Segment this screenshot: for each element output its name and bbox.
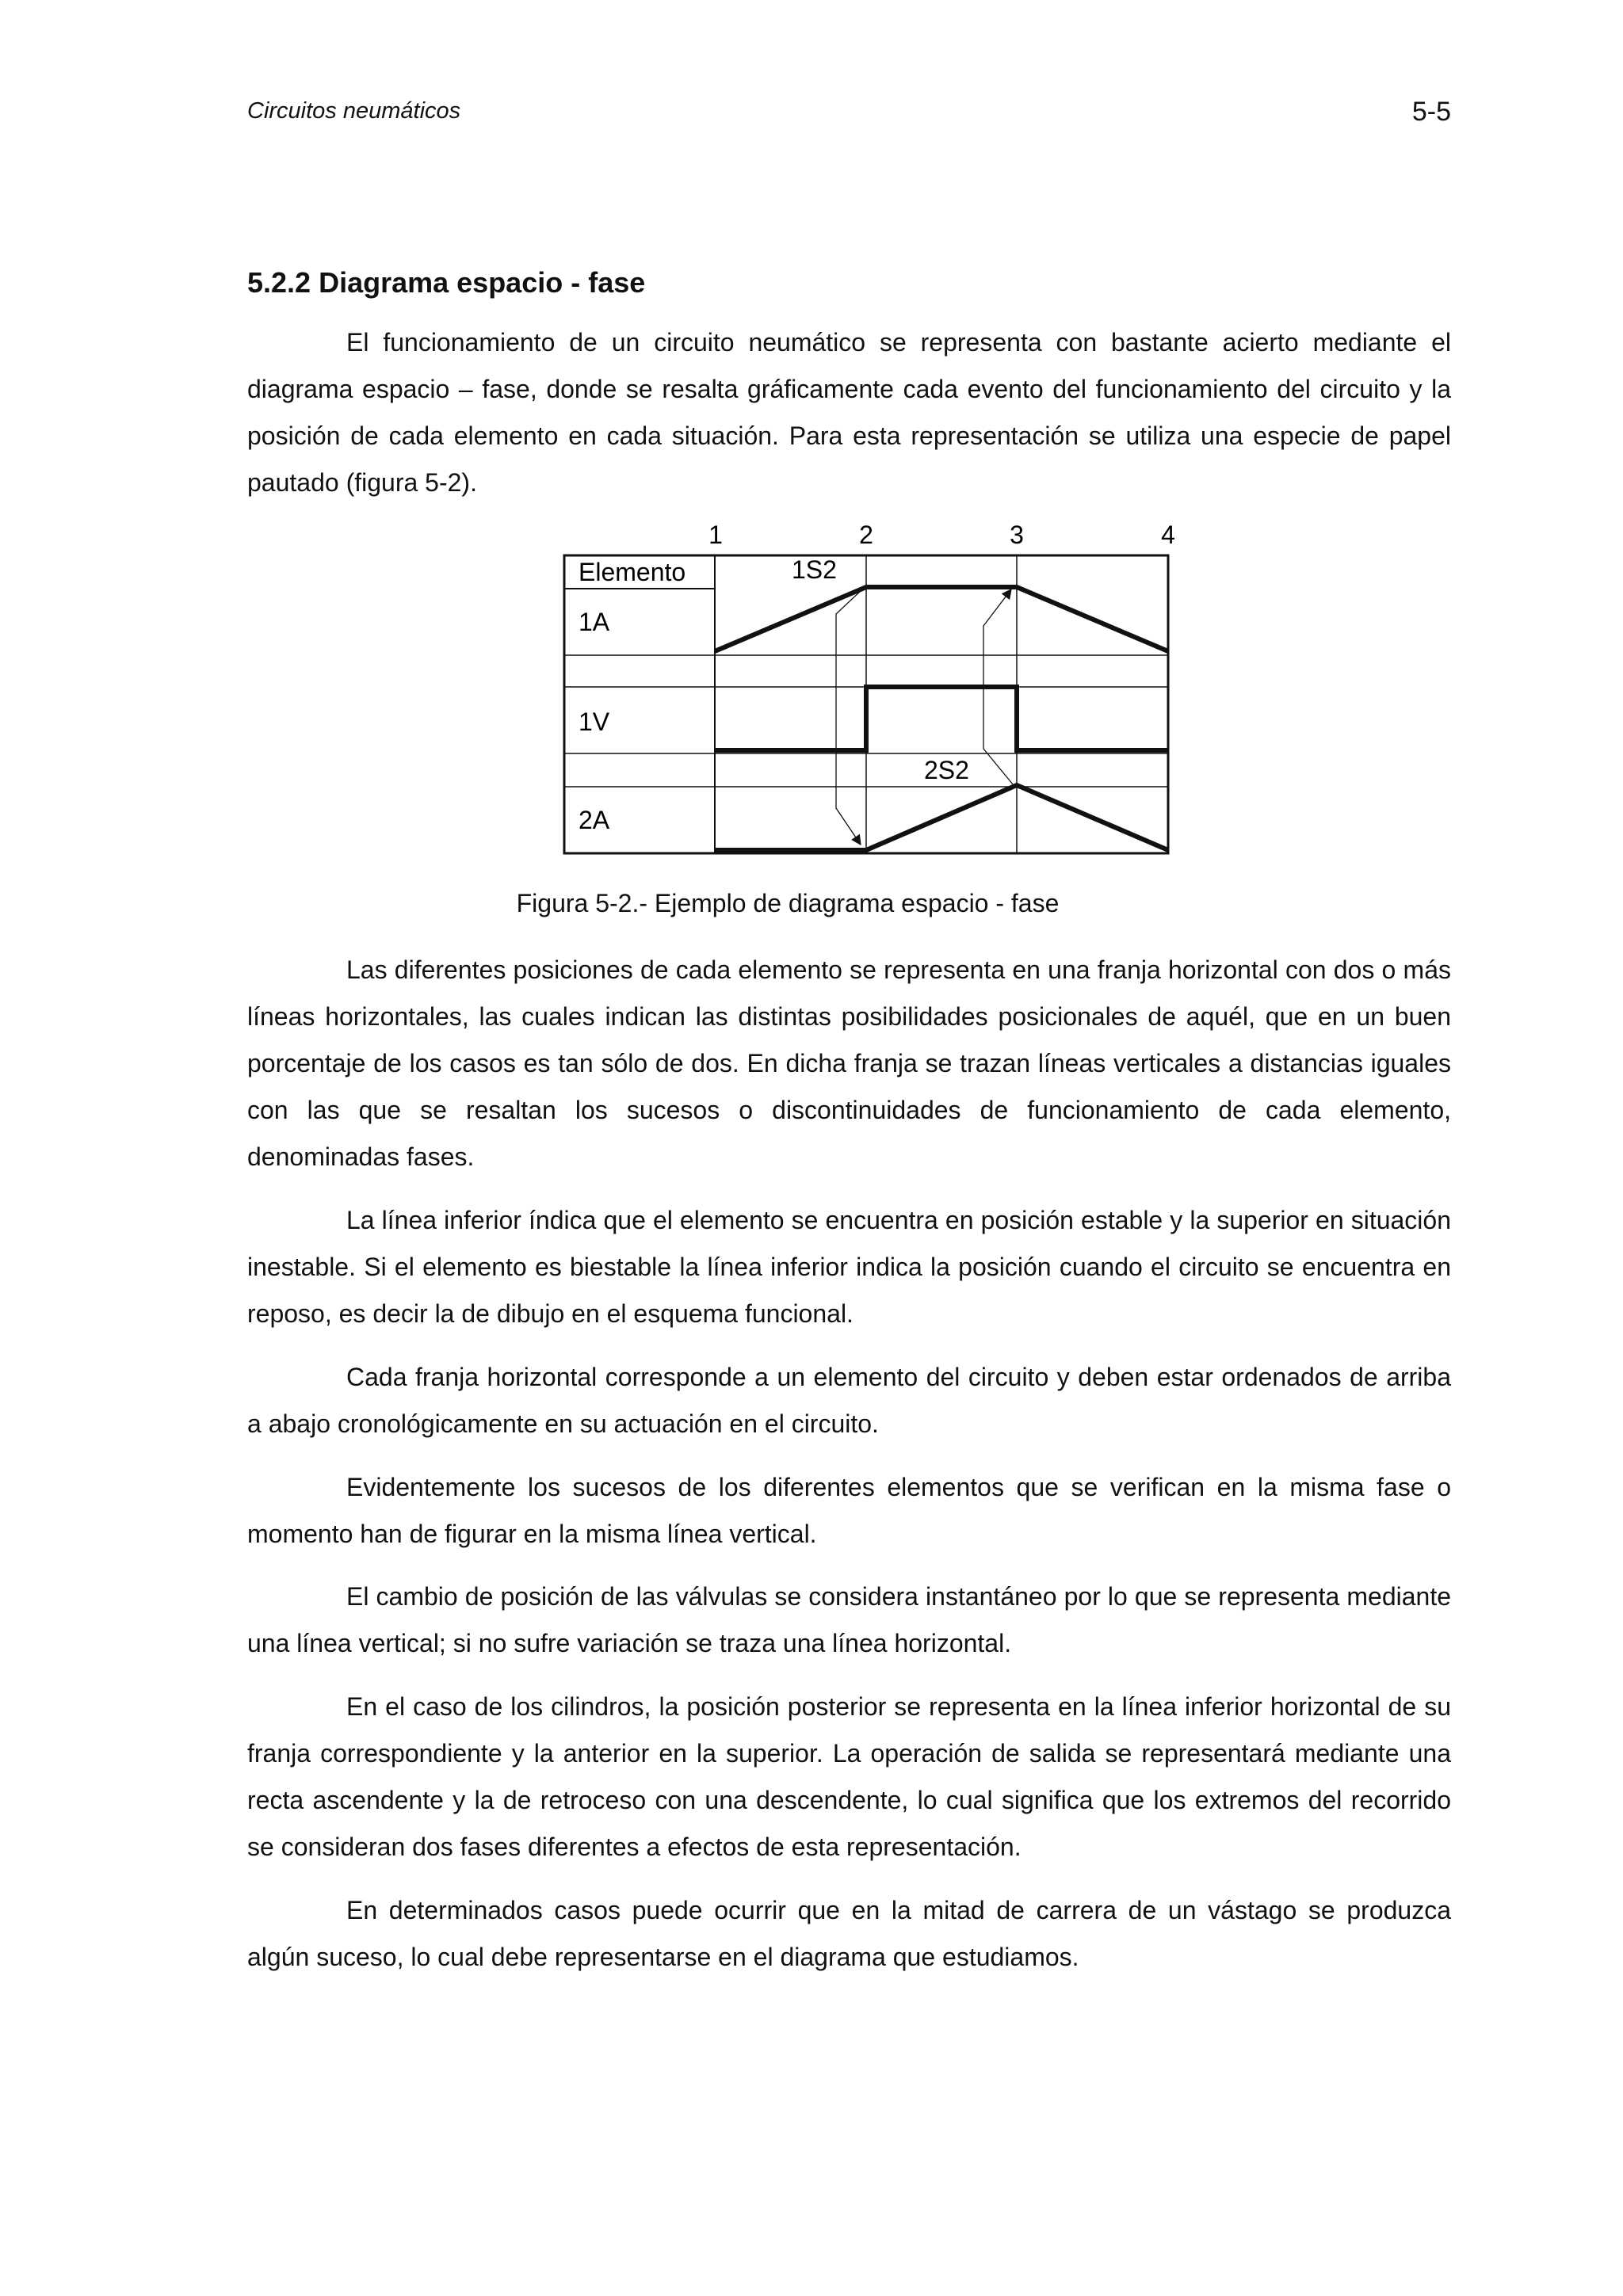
signal-label-1S2: 1S2 — [792, 555, 837, 584]
arrow-1S2 — [836, 589, 862, 845]
element-traces — [715, 587, 1168, 850]
signal-label-2S2: 2S2 — [924, 756, 969, 784]
trace-2A — [715, 785, 1168, 850]
trace-1A — [715, 587, 1168, 651]
trace-1V — [715, 687, 1168, 750]
signal-arrows — [836, 589, 1013, 845]
paragraph-5: Evidentemente los sucesos de los diferentes elementos que se verifican en la misma fase o momento han de figurar en la misma línea vertical. — [247, 1473, 1451, 1548]
phase-label-4: 4 — [1161, 521, 1175, 549]
row-label-1V: 1V — [579, 707, 610, 736]
paragraph-8: En determinados casos puede ocurrir que en la mitad de carrera de un vástago se produzca algún suceso, lo cual debe representarse en el diagrama que estudiamos. — [247, 1896, 1451, 1971]
phase-label-2: 2 — [859, 521, 873, 549]
phase-label-3: 3 — [1010, 521, 1024, 549]
page-number: 5-5 — [1411, 97, 1451, 127]
paragraph-4: Cada franja horizontal corresponde a un elemento del circuito y deben estar ordenados de arriba a abajo cronológicamente en su actuación en el circuito. — [247, 1363, 1451, 1438]
row-label-1A: 1A — [579, 608, 610, 636]
paragraph-2: Las diferentes posiciones de cada elemento se representa en una franja horizontal con dos o más líneas horizontales, las cuales indican las distintas posibilidades posicionales de aquél, que en un buen porcentaje de los casos es tan sólo de dos. En dicha franja se trazan líneas verticales a distancias iguales con las que se resaltan los sucesos o discontinuidades de funcionamiento de cada elemento, denominadas fases. — [247, 955, 1451, 1171]
space-phase-diagram — [0, 0, 1623, 879]
paragraph-3: La línea inferior índica que el elemento se encuentra en posición estable y la superior en situación inestable. Si el elemento es biestable la línea inferior indica la posición cuando el circuito se encuentra en reposo, es decir la de dibujo en el esquema funcional. — [247, 1206, 1451, 1328]
page-header-title: Circuitos neumáticos — [247, 98, 461, 124]
paragraph-1: El funcionamiento de un circuito neumático se representa con bastante acierto mediante el diagrama espacio – fase, donde se resalta gráficamente cada evento del funcionamiento del circuito y la posición de cada elemento en cada situación. Para esta representación se utiliza una especie de papel pautado (figura 5-2). — [247, 328, 1451, 497]
paragraph-6: El cambio de posición de las válvulas se considera instantáneo por lo que se representa mediante una línea vertical; si no sufre variación se traza una línea horizontal. — [247, 1582, 1451, 1657]
phase-label-1: 1 — [708, 521, 723, 549]
column-header-elemento: Elemento — [579, 558, 686, 586]
paragraph-7: En el caso de los cilindros, la posición posterior se representa en la línea inferior horizontal de su franja correspondiente y la anterior en la superior. La operación de salida se representará mediante una recta ascendente y la de retroceso con una descendente, lo cual significa que los extremos del recorrido se consideran dos fases diferentes a efectos de esta representación. — [247, 1692, 1451, 1861]
row-label-2A: 2A — [579, 806, 610, 834]
section-title: 5.2.2 Diagrama espacio - fase — [247, 266, 646, 299]
figure-caption: Figura 5-2.- Ejemplo de diagrama espacio - fase — [516, 889, 1060, 917]
